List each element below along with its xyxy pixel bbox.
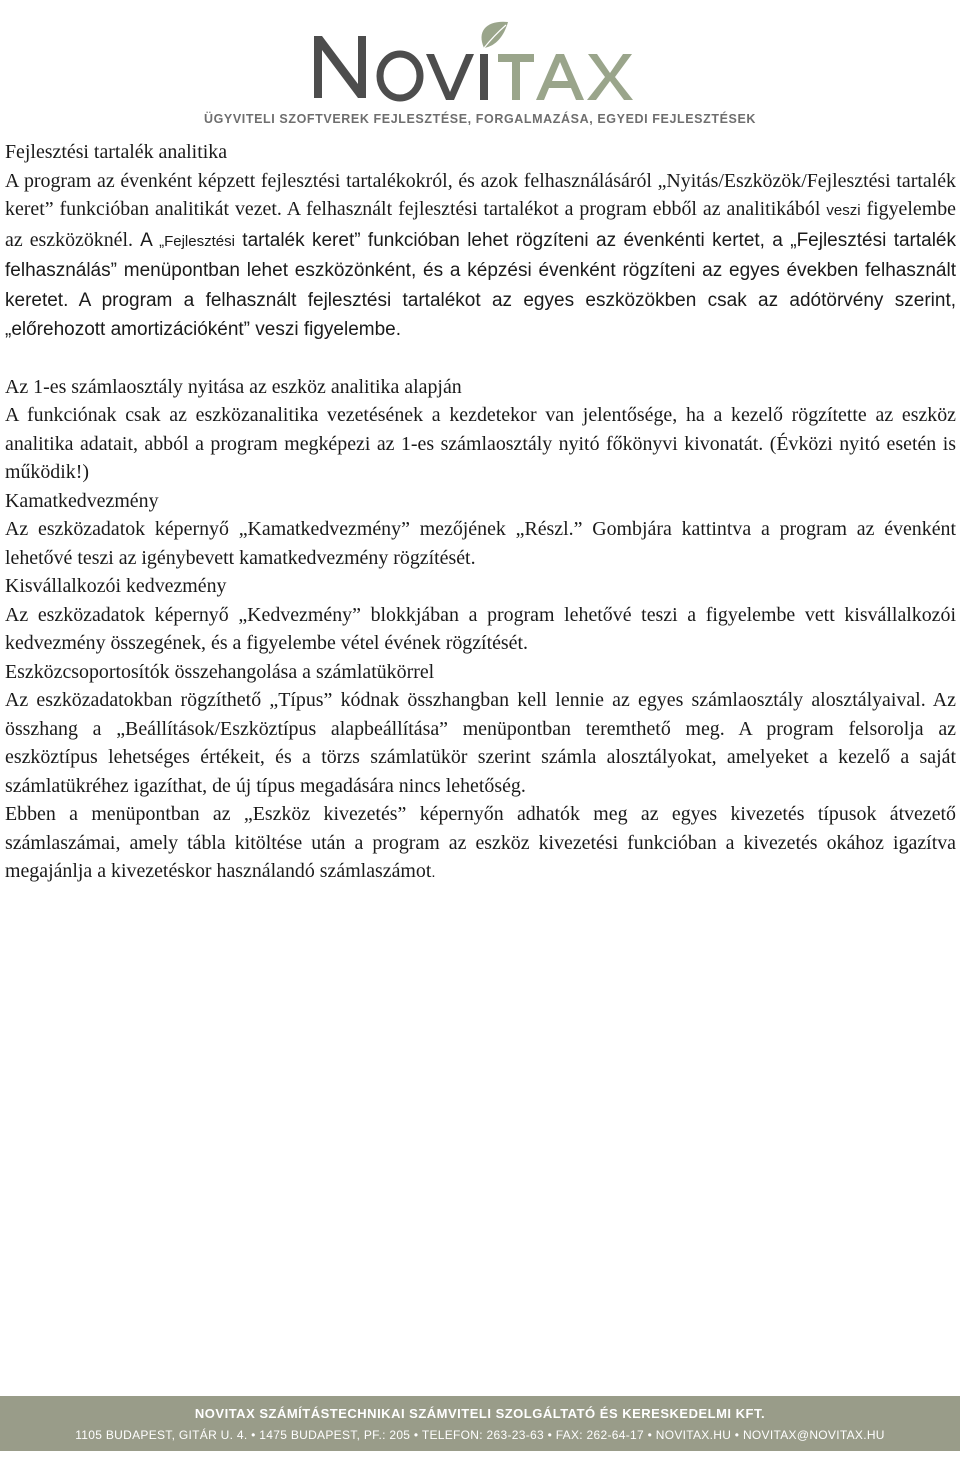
- text-run-sans: A: [140, 229, 160, 251]
- novitax-logo: [308, 20, 658, 104]
- section-heading-development-reserve: Fejlesztési tartalék analitika: [5, 141, 228, 163]
- text-run: Ebben a menüpontban az „Eszköz kivezetés” képernyőn adhatók meg az egyes kivezetés típusok átvezető számlaszámai, amely tábla kitöltése után a program az eszköz kivezetési funkcióban a kivezetés okához igazítva megajánlja a kivezetéskor használandó számlaszámot: [5, 803, 956, 882]
- text-run-small: veszi: [826, 202, 861, 219]
- text-run-small: „Fejlesztési: [159, 232, 235, 250]
- text-run: figyelembe az eszközöknél.: [5, 198, 956, 251]
- paragraph-account-class-opening: A funkciónak csak az eszközanalitika vezetésének a kezdetekor van jelentősége, ha a kezelő rögzítette az eszköz analitika adatait, abból a program megképezi az 1-es számlaosztály nyitó főkönyvi kivonatát. (Évközi nyitó esetén is működik!): [5, 404, 956, 483]
- page-footer: [0, 1396, 960, 1451]
- paragraph-development-reserve: [5, 167, 956, 345]
- document-body: [5, 138, 956, 888]
- section-heading-interest-discount: Kamatkedvezmény: [5, 489, 159, 512]
- section-heading-account-class-opening: Az 1-es számlaosztály nyitása az eszköz analitika alapján: [5, 375, 462, 398]
- text-run-small: .: [431, 864, 436, 881]
- paragraph-asset-grouping: Az eszközadatokban rögzíthető „Típus” kódnak összhangban kell lennie az egyes számlaosztály alosztályaival. Az összhang a „Beállítások/Eszköztípus alapbeállítása” menüpontban teremthető meg. A program felsorolja az eszköztípus lehetséges értékeit, és a törzs számlatükör szerint számla alosztályokat, amelyeket a kezelő a saját számlatükréhez igazíthat, de új típus megadására nincs lehetőség.: [5, 689, 956, 797]
- section-heading-asset-grouping: Eszközcsoportosítók összehangolása a számlatükörrel: [5, 660, 435, 683]
- section-heading-small-business-discount: Kisvállalkozói kedvezmény: [5, 575, 227, 597]
- text-run-sans: tartalék keret” funkcióban lehet rögzíteni az évenkénti kertet, a „Fejlesztési tartalék felhasználás” menüpontban lehet eszközönként, és a képzési évenként rögzíteni az egyes években felhasznált keretet. A program a felhasznált fejlesztési tartalékot az egyes eszközökben csak az adótörvény szerint, „előrehozott amortizációként” veszi figyelembe.: [5, 229, 956, 340]
- page-header: [0, 0, 960, 140]
- paragraph-small-business-discount: Az eszközadatok képernyő „Kedvezmény” blokkjában a program lehetővé teszi a figyelembe vett kisvállalkozói kedvezmény összegének, és a figyelembe vétel évének rögzítését.: [5, 603, 956, 654]
- paragraph-interest-discount: Az eszközadatok képernyő „Kamatkedvezmény” mezőjének „Részl.” Gombjára kattintva a program az évenként lehetővé teszi az igénybevett kamatkedvezmény rögzítését.: [5, 518, 956, 569]
- paragraph-gap: [5, 345, 956, 373]
- logo-tagline: ÜGYVITELI SZOFTVEREK FEJLESZTÉSE, FORGALMAZÁSA, EGYEDI FEJLESZTÉSEK: [203, 112, 757, 126]
- paragraph-asset-disposal: [5, 800, 956, 888]
- footer-company-name: NOVITAX SZÁMÍTÁSTECHNIKAI SZÁMVITELI SZOLGÁLTATÓ ÉS KERESKEDELMI KFT.: [194, 1406, 766, 1421]
- footer-contact-line: 1105 BUDAPEST, GITÁR U. 4. • 1475 BUDAPEST, PF.: 205 • TELEFON: 263-23-63 • FAX: 262-64-17 • NOVITAX.HU • NOVITAX@NOVITAX.HU: [75, 1428, 885, 1442]
- text-run: A program az évenként képzett fejlesztési tartalékokról, és azok felhasználásáról „Nyitás/Eszközök/Fejlesztési tartalék keret” funkcióban analitikát vezet. A felhasznált fejlesztési tartalékot a program ebből az analitikából: [5, 169, 956, 220]
